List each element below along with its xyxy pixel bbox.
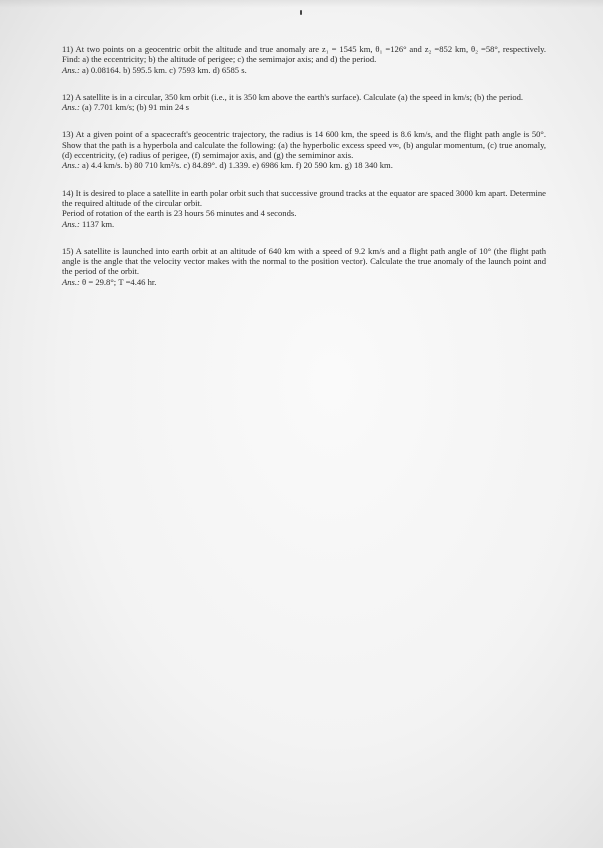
problem-15-answer [62, 277, 546, 287]
answer-label: Ans.: [62, 64, 80, 75]
answer-text: (a) 7.701 km/s; (b) 91 min 24 s [79, 102, 189, 113]
answer-label: Ans.: [62, 218, 80, 229]
problem-11-text: 11) At two points on a geocentric orbit the altitude and true anomaly are z₁ = 1545 km, θ₁ =126° and z₂ =852 km, θ₂ =58°, respectively. Find: a) the eccentricity; b) the altitude of perigee; c) the semimajor axis; and d) the period. [62, 44, 546, 65]
problem-12 [62, 92, 546, 113]
problem-15-text: 15) A satellite is launched into earth orbit at an altitude of 640 km with a speed of 9.2 km/s and a flight path angle of 10° (the flight path angle is the angle that the velocity vector makes with the normal to the position vector). Calculate the true anomaly of the launch point and the period of the orbit. [62, 245, 546, 277]
answer-label: Ans.: [62, 102, 80, 113]
problem-13 [62, 129, 546, 170]
problem-13-text: 13) At a given point of a spacecraft's geocentric trajectory, the radius is 14 600 km, the speed is 8.6 km/s, and the flight path angle is 50°. Show that the path is a hyperbola and calculate the following: (a) the hyperbolic excess speed v∞, (b) angular momentum, (c) true anomaly, (d) eccentricity, (e) radius of perigee, (f) semimajor axis, and (g) the semiminor axis. [62, 129, 546, 161]
problem-sheet [62, 44, 546, 304]
answer-label: Ans.: [62, 276, 80, 287]
problem-14 [62, 188, 546, 229]
scan-mark [300, 10, 302, 15]
answer-label: Ans.: [62, 160, 80, 171]
problem-14-text: 14) It is desired to place a satellite in earth polar orbit such that successive ground tracks at the equator are spaced 3000 km apart. Determine the required altitude of the circular orbit. [62, 187, 546, 208]
scan-shadow [0, 0, 603, 8]
problem-15 [62, 246, 546, 287]
problem-13-answer [62, 160, 546, 170]
answer-text: 1137 km. [79, 218, 115, 229]
problem-14-answer [62, 219, 546, 229]
problem-12-text: 12) A satellite is in a circular, 350 km orbit (i.e., it is 350 km above the earth's surface). Calculate (a) the speed in km/s; (b) the period. [62, 91, 524, 102]
problem-14-note: Period of rotation of the earth is 23 hours 56 minutes and 4 seconds. [62, 208, 297, 219]
problem-11-answer [62, 65, 546, 75]
answer-text: θ = 29.8°; T =4.46 hr. [79, 276, 157, 287]
answer-text: a) 4.4 km/s. b) 80 710 km²/s. c) 84.89°. d) 1.339. e) 6986 km. f) 20 590 km. g) 18 340 km. [79, 160, 393, 171]
problem-12-answer [62, 102, 546, 112]
problem-11 [62, 44, 546, 75]
answer-text: a) 0.08164. b) 595.5 km. c) 7593 km. d) 6585 s. [79, 64, 247, 75]
